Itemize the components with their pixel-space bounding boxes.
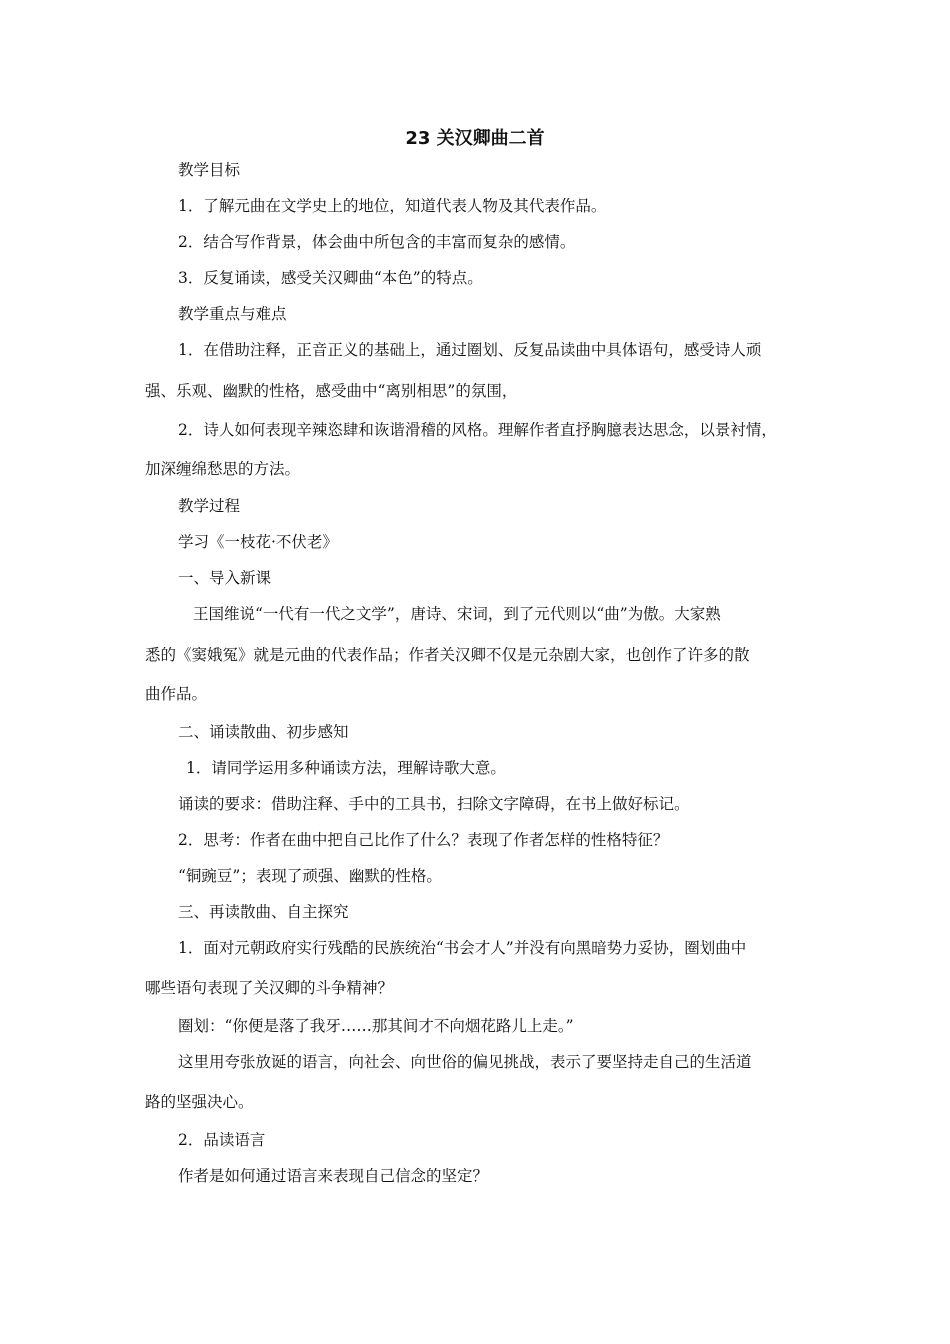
section-3-analysis-line-1: 这里用夸张放诞的语言，向社会、向世俗的偏见挑战，表示了要坚持走自己的生活道 [178,1053,752,1071]
section-2-item-2: 2．思考：作者在曲中把自己比作了什么？表现了作者怎样的性格特征？ [178,831,669,849]
section-3-item-1-line-2: 哪些语句表现了关汉卿的斗争精神？ [145,979,394,997]
key-point-2-line-1: 2．诗人如何表现辛辣恣肆和诙谐滑稽的风格。理解作者直抒胸臆表达思念，以景衬情， [178,421,777,439]
heading-teaching-goals: 教学目标 [178,161,241,179]
section-3-marked-quote: 圈划：“你便是落了我牙……那其间才不向烟花路儿上走。” [178,1017,574,1035]
section-study-title: 学习《一枝花·不伏老》 [178,533,338,551]
section-3-heading: 三、再读散曲、自主探究 [178,903,349,921]
section-1-heading: 一、导入新课 [178,569,272,587]
intro-paragraph-line-3: 曲作品。 [145,685,208,703]
heading-teaching-process: 教学过程 [178,497,241,515]
section-3-analysis-line-2: 路的坚强决心。 [145,1093,254,1111]
section-3-item-2: 2．品读语言 [178,1131,266,1149]
intro-paragraph-line-1: 王国维说“一代有一代之文学”，唐诗、宋词，到了元代则以“曲”为傲。大家熟 [193,605,721,623]
key-point-2-line-2: 加深缠绵愁思的方法。 [145,460,301,478]
key-point-1-line-2: 强、乐观、幽默的性格，感受曲中“离别相思”的氛围， [145,382,518,400]
goal-2: 2．结合写作背景，体会曲中所包含的丰富而复杂的感情。 [178,233,576,251]
heading-key-points: 教学重点与难点 [178,305,287,323]
key-point-1-line-1: 1．在借助注释，正音正义的基础上，通过圈划、反复品读曲中具体语句，感受诗人顽 [178,341,762,359]
intro-paragraph-line-2: 悉的《窦娥冤》就是元曲的代表作品；作者关汉卿不仅是元杂剧大家，也创作了许多的散 [145,646,750,664]
section-2-heading: 二、诵读散曲、初步感知 [178,723,349,741]
section-2-item-1: 1．请同学运用多种诵读方法，理解诗歌大意。 [186,759,506,777]
section-2-reading-requirement: 诵读的要求：借助注释、手中的工具书，扫除文字障碍，在书上做好标记。 [178,795,690,813]
document-title: 23 关汉卿曲二首 [405,128,545,149]
section-3-item-2-question: 作者是如何通过语言来表现自己信念的坚定？ [178,1167,489,1185]
goal-1: 1．了解元曲在文学史上的地位，知道代表人物及其代表作品。 [178,197,607,215]
goal-3: 3．反复诵读，感受关汉卿曲“本色”的特点。 [178,269,483,287]
section-2-answer: “铜豌豆”；表现了顽强、幽默的性格。 [178,867,442,885]
section-3-item-1-line-1: 1．面对元朝政府实行残酷的民族统治“书会才人”并没有向黑暗势力妥协，圈划曲中 [178,939,747,957]
